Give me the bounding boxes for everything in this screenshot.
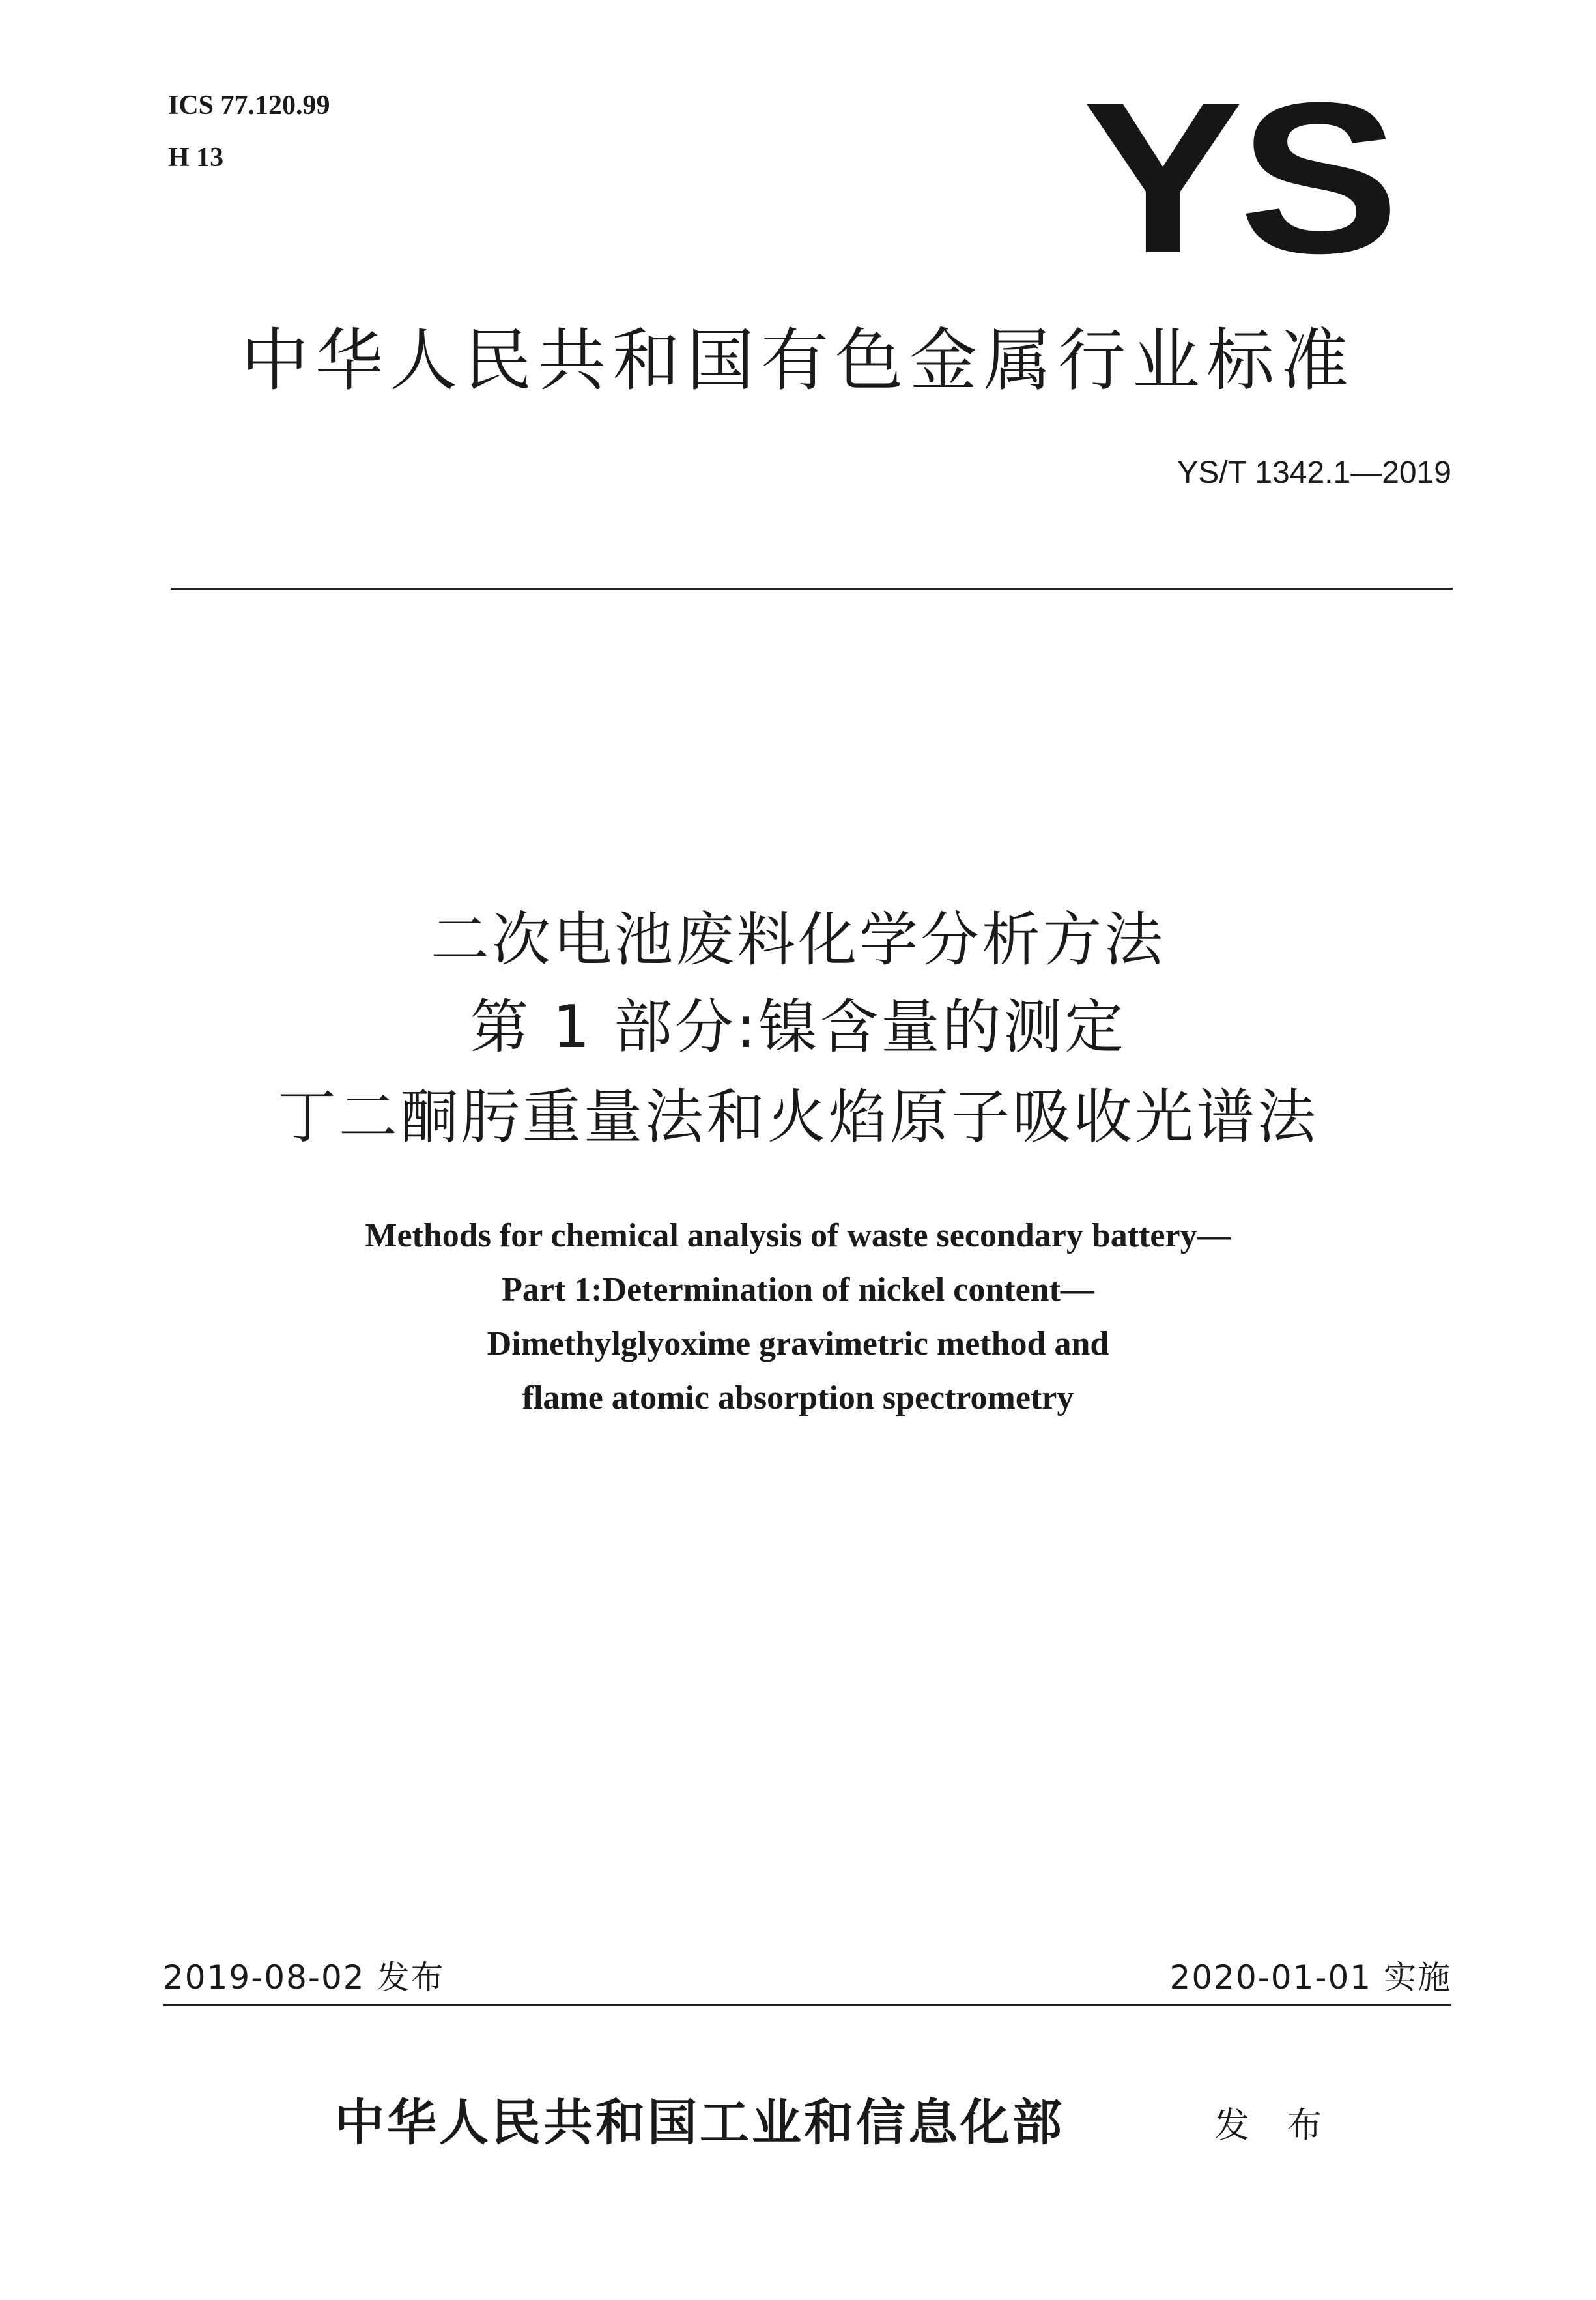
top-divider [171,588,1453,590]
classification-codes [168,79,330,184]
publish-label: 发 布 [1214,2105,1335,2146]
publisher-name: 中华人民共和国工业和信息化部 [335,2093,1064,2151]
ys-logo: YS [1083,57,1395,298]
title-cn-line-3: 丁二酮肟重量法和火焰原子吸收光谱法 [278,1083,1318,1151]
implementation-date: 2020-01-01 实施 [1169,1959,1451,1996]
title-cn-line-2: 第 1 部分:镍含量的测定 [470,993,1126,1061]
issue-date: 2019-08-02 发布 [163,1959,445,1996]
bottom-divider [163,2004,1451,2006]
title-en-line-1: Methods for chemical analysis of waste secondary battery— [365,1217,1231,1254]
title-cn-line-1: 二次电池废料化学分析方法 [431,906,1165,974]
title-en-line-4: flame atomic absorption spectrometry [522,1379,1074,1416]
title-en-line-3: Dimethylglyoxime gravimetric method and [487,1325,1109,1362]
title-en-line-2: Part 1:Determination of nickel content— [502,1271,1094,1308]
header-title: 中华人民共和国有色金属行业标准 [240,321,1355,400]
ccs-code: H 13 [168,143,224,173]
ics-code: ICS 77.120.99 [168,91,330,121]
standard-number: YS/T 1342.1—2019 [1177,455,1451,490]
